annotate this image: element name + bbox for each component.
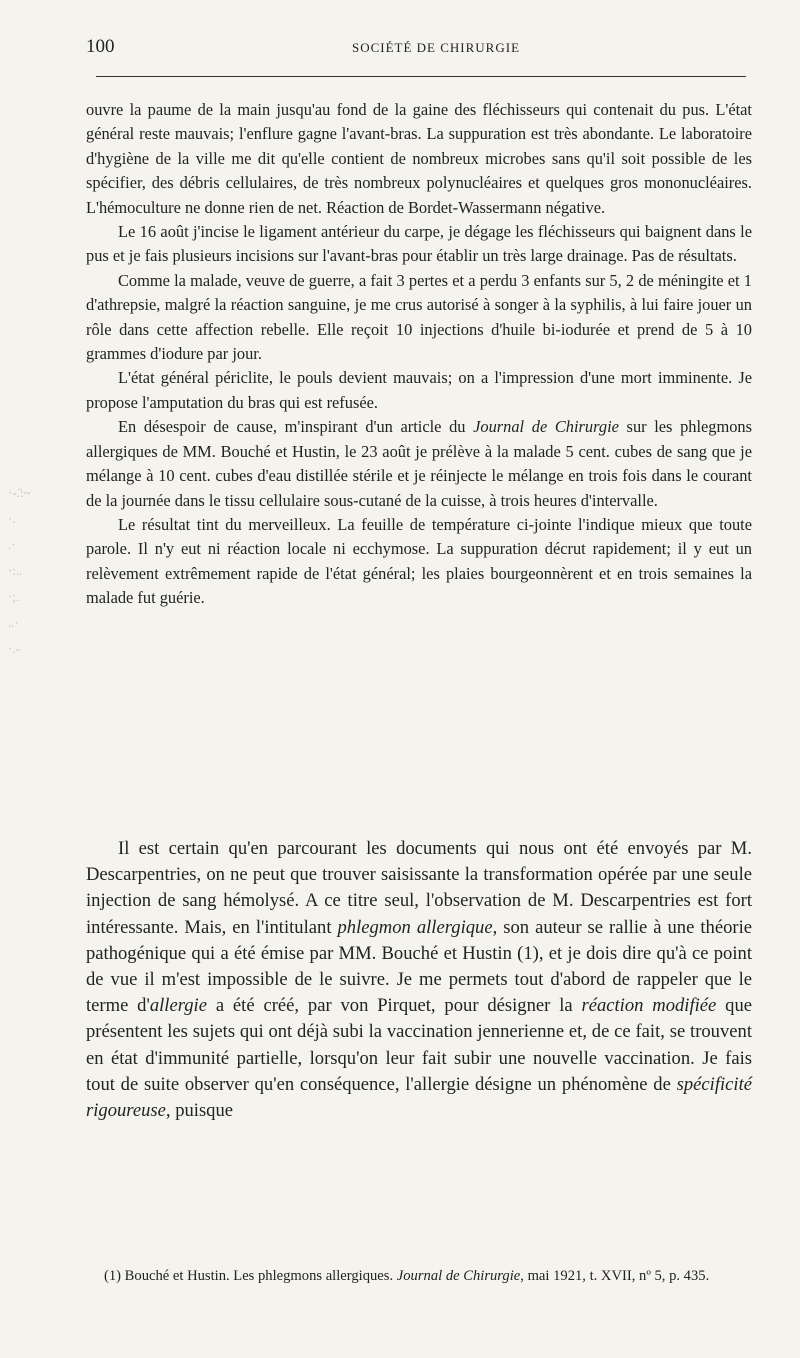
paragraph: Comme la malade, veuve de guerre, a fait 3 pertes et a perdu 3 enfants sur 5, 2 de méningite et 1 d'athrepsie, malgré la réaction sanguine, je me crus autorisé à songer à la syphilis, à lui faire jouer un rôle dans cette affection rebelle. Elle reçoit 10 injections d'huile bi-iodurée et prend de 5 à 10 grammes d'iodure par jour.	[86, 270, 752, 364]
case-report	[86, 98, 752, 611]
margin-stain: ·-.̈:~ ·. .· ·:.. ·;. ..· ·.-	[8, 485, 31, 656]
commentary	[86, 836, 752, 1124]
text-run: , puisque	[165, 1100, 234, 1122]
text-run: sur les phlegmons allergiques de MM. Bouché et Hustin, le 23 août je prélève à la malade 5 cent. cubes de sang que je mélange à 10 cent. cubes d'eau distillée stérile et je réinjecte le mélange en trois fois dans le courant de la journée dans le tissu cellulaire sous-cutané de la cuisse, à trois heures d'intervalle.	[86, 417, 753, 510]
emphasis: allergie	[149, 995, 207, 1017]
emphasis: spécificité rigoureuse	[86, 1073, 752, 1122]
emphasis: phlegmon allergique	[337, 916, 493, 938]
text-run: (1) Bouché et Hustin. Les phlegmons allergiques.	[104, 1268, 397, 1284]
paragraph	[86, 836, 752, 1124]
journal-title: Journal de Chirurgie	[473, 417, 619, 437]
text-run: que présentent les sujets qui ont déjà subi la vaccination jennerienne et, de ce fait, se trouvent en état d'immunité partielle, lorsqu'on leur fait subir une nouvelle vaccination. Je fais tout de suite observer qu'en conséquence, l'allergie désigne un phénomène de	[86, 995, 753, 1095]
text-run: Il est certain qu'en parcourant les documents qui nous ont été envoyés par M. Descarpentries, on ne peut que trouver saisissante la transformation opérée par une seule injection de sang hémolysé. A ce titre seul, l'observation de M. Descarpentries est fort intéressante. Mais, en l'intitulant	[86, 838, 752, 938]
text-run: a été créé, par von Pirquet, pour désigner la	[206, 995, 582, 1017]
text-run: , son auteur se rallie à une théorie pathogénique qui a été émise par MM. Bouché et Hustin (1), et je dois dire qu'à ce point de vue il m'est impossible de le suivre. Je me permets tout d'abord de rappeler que le terme d'	[86, 916, 752, 1017]
running-head	[86, 36, 746, 62]
journal-title: Journal de Chirurgie	[396, 1268, 521, 1284]
text-run: En désespoir de cause, m'inspirant d'un article du	[118, 417, 474, 437]
paragraph: Le 16 août j'incise le ligament antérieur du carpe, je dégage les fléchisseurs qui baignent dans le pus et je fais plusieurs incisions sur l'avant-bras pour établir un très large drainage. Pas de résultats.	[86, 222, 752, 266]
header-rule	[96, 76, 746, 77]
text-run: , mai 1921, t. XVII, nº 5, p. 435.	[520, 1268, 710, 1284]
paragraph	[86, 415, 752, 513]
emphasis: réaction modifiée	[581, 995, 717, 1017]
page-number: 100	[86, 36, 115, 57]
paragraph: L'état général périclite, le pouls devient mauvais; on a l'impression d'une mort imminente. Je propose l'amputation du bras qui est refusée.	[86, 368, 752, 412]
paragraph: Le résultat tint du merveilleux. La feuille de température ci-jointe l'indique mieux que toute parole. Il n'y eut ni réaction locale ni ecchymose. La suppuration décrut rapidement; il y eut un relèvement extrêmement rapide de l'état général; les plaies bourgeonnèrent et en trois semaines la malade fut guérie.	[86, 514, 752, 608]
footnote-text	[86, 1266, 752, 1286]
running-title: SOCIÉTÉ DE CHIRURGIE	[351, 40, 521, 55]
paragraph: ouvre la paume de la main jusqu'au fond de la gaine des fléchisseurs qui contenait du pus. L'état général reste mauvais; l'enflure gagne l'avant-bras. La suppuration est très abondante. Le laboratoire d'hygiène de la ville me dit qu'elle contient de nombreux microbes sans qu'il soit possible de les spécifier, des débris cellulaires, de très nombreux polynucléaires et quelques gros mononucléaires. L'hémoculture ne donne rien de net. Réaction de Bordet-Wassermann négative.	[86, 100, 752, 217]
footnote	[86, 1266, 752, 1286]
